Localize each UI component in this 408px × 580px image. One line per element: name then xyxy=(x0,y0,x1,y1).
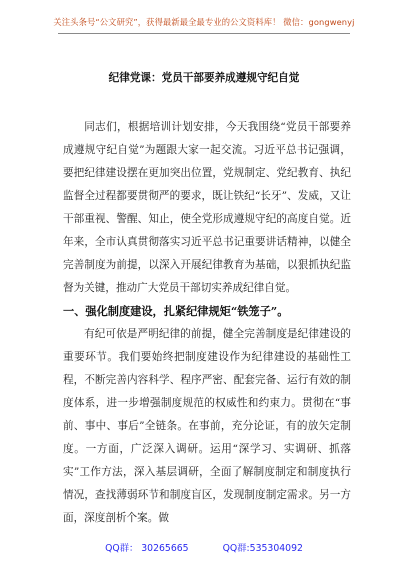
section-1-paragraph xyxy=(63,323,351,530)
page-header: 关注头条号“公文研究”，获得最新最全最专业的公文资料库！ 微信：gongwenyj xyxy=(53,17,355,27)
footer-qq-group-2: QQ群:535304092 xyxy=(222,543,303,554)
section-heading-1 xyxy=(63,300,351,323)
intro-paragraph-text: 同志们，根据培训计划安排，今天我围绕“党员干部要养成遵规守纪自觉”为题跟大家一起交流。习近平总书记强调，要把纪律建设摆在更加突出位置，党规制定、党纪教育、执纪监督全过程都要贯彻严的要求，既让铁纪“长牙”、发威，又让干部重视、警醒、知止，使全党形成遵规守纪的高度自觉。近年来，全市认真贯彻落实习近平总书记重要讲话精神，以健全完善制度为前提，以深入开展纪律教育为基础，以狠抓执纪监督为关键，推动广大党员干部切实养成纪律自觉。 xyxy=(63,121,351,294)
section-heading-1-text: 一、强化制度建设，扎紧纪律规矩“铁笼子”。 xyxy=(63,304,289,318)
section-1-paragraph-text: 有纪可依是严明纪律的前提，健全完善制度是纪律建设的重要环节。我们要始终把制度建设作为纪律建设的基础性工程，不断完善内容科学、程序严密、配套完备、运行有效的制度体系，进一步增强制度规范的权威性和约束力。贯彻在“事前、事中、事后”全链条。在事前，充分论证，有的放矢定制度。一方面，广泛深入调研。运用“深学习、实调研、抓落实”工作方法，深入基层调研，全面了解制度制定和制度执行情况，查找薄弱环节和制度盲区，发现制度制定需求。另一方面，深度剖析个案。做 xyxy=(63,328,351,524)
document-title: 纪律党课：党员干部要养成遵规守纪自觉 xyxy=(108,72,300,84)
intro-paragraph xyxy=(63,116,351,300)
header-divider xyxy=(58,33,350,34)
footer-qq-group-1: QQ群： 30265665 xyxy=(105,543,189,554)
document-body xyxy=(63,116,351,530)
page-footer xyxy=(0,540,408,554)
